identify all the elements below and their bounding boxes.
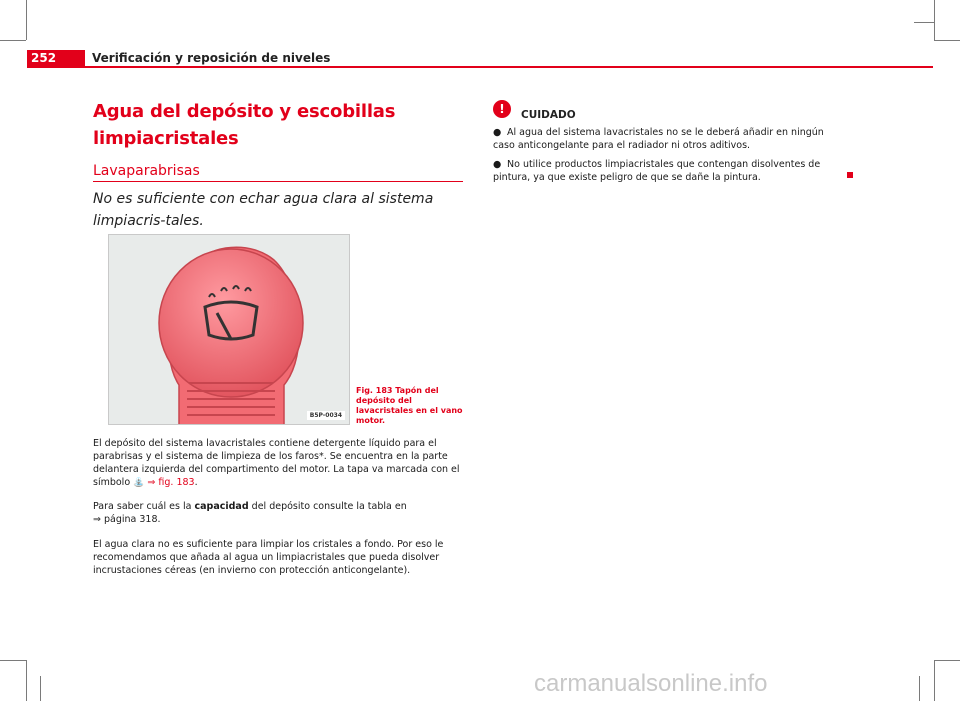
caution-title: CUIDADO (521, 109, 576, 121)
header-rule (27, 66, 933, 68)
caution-icon: ! (493, 100, 511, 118)
figure-caption: Fig. 183 Tapón del depósito del lavacristales en el vano motor. (356, 386, 463, 425)
capacity-term: capacidad (194, 501, 249, 512)
crop-mark (40, 676, 41, 701)
subtitle-rule (93, 181, 463, 182)
crop-mark (26, 660, 27, 701)
list-item (493, 126, 838, 152)
paragraph-end: . (194, 477, 198, 488)
crop-mark (0, 660, 26, 661)
list-item-text: Al agua del sistema lavacristales no se le deberá añadir en ningún caso anticongelante para el radiador ni otros aditivos. (493, 127, 824, 151)
crop-mark (919, 676, 920, 701)
washer-cap-figure (108, 234, 350, 425)
bullet-icon: ● (493, 127, 502, 138)
lead-text: No es suficiente con echar agua clara al sistema limpiacris-tales. (93, 191, 434, 229)
list-item-text: No utilice productos limpiacristales que contengan disolventes de pintura, ya que existe peligro de que se dañe la pintura. (493, 159, 821, 183)
paragraph (93, 437, 465, 490)
section-title: Verificación y reposición de niveles (92, 51, 331, 65)
list-item (493, 158, 838, 184)
crop-mark (934, 0, 935, 40)
bullet-icon: ● (493, 159, 502, 170)
paragraph-text: Para saber cuál es la (93, 501, 192, 512)
washer-symbol-icon: ⛲ (133, 478, 145, 488)
crop-mark (934, 660, 960, 661)
washer-cap-illustration (109, 235, 350, 425)
figure-link[interactable]: ⇒ fig. 183 (147, 477, 195, 488)
section-end-mark (847, 172, 853, 178)
crop-mark (0, 40, 26, 41)
article-title: Agua del depósito y escobillas limpiacristales (93, 101, 396, 149)
crop-mark (934, 660, 935, 701)
page-link[interactable]: ⇒ página 318. (93, 514, 161, 525)
article-subtitle: Lavaparabrisas (93, 163, 200, 179)
watermark: carmanualsonline.info (534, 670, 768, 697)
page-number: 252 (27, 50, 85, 67)
paragraph: El agua clara no es suficiente para limpiar los cristales a fondo. Por eso le recomendamos que añada al agua un limpiacristales que pueda disolver incrustaciones céreas (en invierno con protección anticongelante). (93, 539, 444, 576)
crop-mark (914, 22, 934, 23)
crop-mark (26, 0, 27, 40)
figure-code: B5P-0034 (307, 411, 345, 420)
paragraph-text: del depósito consulte la tabla en (251, 501, 407, 512)
paragraph (93, 500, 465, 526)
paragraph-text: El depósito del sistema lavacristales contiene detergente líquido para el parabrisas y el sistema de limpieza de los faros*. Se encuentra en la parte delantera izquierda del compartimento del motor. La tapa va marcada con el símbolo (93, 438, 460, 488)
crop-mark (934, 40, 960, 41)
